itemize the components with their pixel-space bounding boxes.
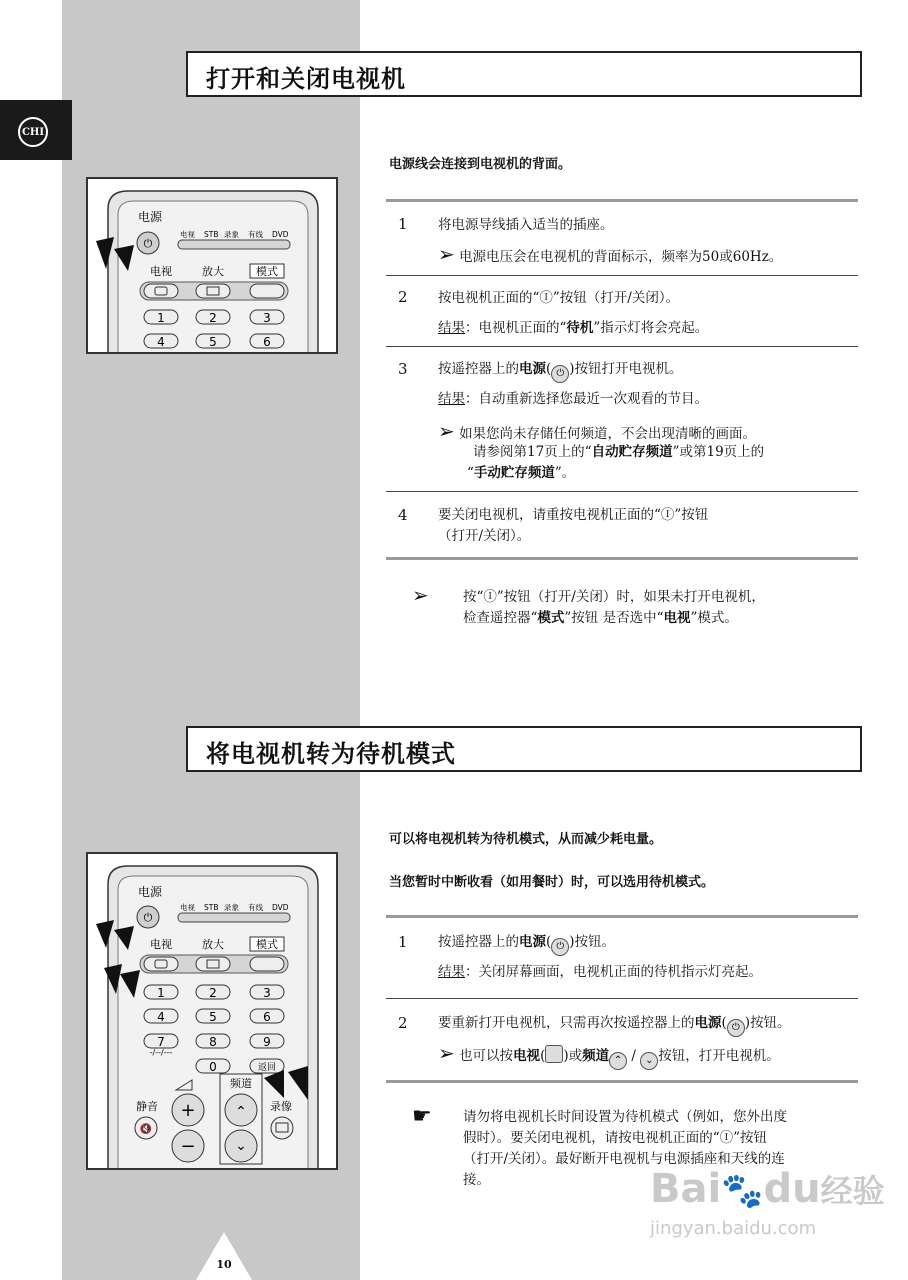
step-result: 结果：电视机正面的“待机”指示灯将会亮起。 <box>438 320 709 336</box>
svg-text:电视: 电视 <box>150 265 172 278</box>
power-icon: ⏻ <box>551 938 569 956</box>
remote-illustration-2 <box>86 852 338 1170</box>
power-symbol-icon: Ⓘ <box>660 507 675 523</box>
svg-text:⏻: ⏻ <box>143 237 153 250</box>
svg-text:4: 4 <box>157 1010 165 1024</box>
power-symbol-icon: Ⓘ <box>483 589 497 605</box>
svg-text:DVD: DVD <box>272 230 289 239</box>
step-number: 2 <box>398 288 408 306</box>
svg-text:放大: 放大 <box>202 265 224 278</box>
warning-line: （打开/关闭）。最好断开电视机与电源插座和天线的连 <box>463 1151 785 1167</box>
svg-text:🔇: 🔇 <box>139 1124 153 1135</box>
language-badge: CHI <box>18 117 48 147</box>
step-divider <box>386 998 858 999</box>
section2-intro-2: 当您暂时中断收看（如用餐时）时，可以选用待机模式。 <box>389 875 715 890</box>
svg-text:模式: 模式 <box>256 265 278 278</box>
step-number: 2 <box>398 1014 408 1032</box>
svg-text:−: − <box>180 1136 196 1157</box>
step-text: 按遥控器上的电源( ⏻ )按钮。 <box>438 933 615 956</box>
step-note: ➢ 也可以按电视( )或频道 ⌃ / ⌄ 按钮，打开电视机。 <box>438 1044 780 1070</box>
power-symbol-icon: Ⓘ <box>539 290 553 306</box>
section1-bottom-rule <box>386 557 858 560</box>
svg-text:6: 6 <box>263 1010 271 1024</box>
svg-text:5: 5 <box>209 1010 217 1024</box>
step-number: 4 <box>398 506 408 524</box>
remote-drawing-2 <box>88 854 336 1168</box>
power-icon: ⏻ <box>727 1019 745 1037</box>
step-number: 3 <box>398 360 408 378</box>
svg-text:录像: 录像 <box>270 1100 292 1113</box>
step-note: ➢ 电源电压会在电视机的背面标示，频率为50或60Hz。 <box>438 242 783 266</box>
svg-text:电视: 电视 <box>150 938 172 951</box>
section2-intro-1: 可以将电视机转为待机模式，从而减少耗电量。 <box>389 832 663 847</box>
step-divider <box>386 491 858 492</box>
remote-illustration-1 <box>86 177 338 354</box>
power-icon: ⏻ <box>551 365 569 383</box>
section1-title-box <box>186 51 862 97</box>
section1-title: 打开和关闭电视机 <box>206 64 406 93</box>
section2-title: 将电视机转为待机模式 <box>206 739 456 768</box>
section2-bottom-rule <box>386 1080 858 1083</box>
svg-text:7: 7 <box>157 1035 165 1049</box>
step-divider <box>386 275 858 276</box>
svg-text:5: 5 <box>209 335 217 349</box>
channel-down-icon: ⌄ <box>640 1052 658 1070</box>
svg-text:+: + <box>180 1100 196 1121</box>
svg-text:录象: 录象 <box>224 230 239 239</box>
svg-text:4: 4 <box>157 335 165 349</box>
svg-text:8: 8 <box>209 1035 217 1049</box>
svg-text:录象: 录象 <box>224 903 239 912</box>
step-text: 按电视机正面的“Ⓘ”按钮（打开/关闭）。 <box>438 290 680 306</box>
section1-top-rule <box>386 199 858 202</box>
page-number: 10 <box>216 1258 232 1271</box>
svg-text:电源: 电源 <box>138 885 163 899</box>
step-note: ➢ 如果您尚未存储任何频道，不会出现清晰的画面。 <box>438 419 757 443</box>
svg-text:返回: 返回 <box>257 1063 277 1073</box>
svg-text:模式: 模式 <box>256 938 278 951</box>
arrow-icon: ➢ <box>438 242 455 266</box>
step-number: 1 <box>398 215 408 233</box>
arrow-icon: ➢ <box>438 1041 455 1065</box>
svg-text:1: 1 <box>157 986 165 1000</box>
svg-text:STB: STB <box>204 903 219 912</box>
section1-intro: 电源线会连接到电视机的背面。 <box>389 157 572 172</box>
step-result: 结果：自动重新选择您最近一次观看的节目。 <box>438 391 708 407</box>
pointing-hand-icon: ☛ <box>412 1104 432 1129</box>
step-text-line2: （打开/关闭）。 <box>438 528 531 544</box>
svg-text:STB: STB <box>204 230 219 239</box>
tip-line: 检查遥控器“模式”按钮 是否选中“电视”模式。 <box>463 610 738 626</box>
svg-text:6: 6 <box>263 335 271 349</box>
svg-text:DVD: DVD <box>272 903 289 912</box>
svg-text:0: 0 <box>209 1060 217 1074</box>
step-divider <box>386 346 858 347</box>
svg-text:3: 3 <box>263 311 271 325</box>
svg-text:-/--/---: -/--/--- <box>149 1048 173 1057</box>
svg-text:静音: 静音 <box>136 1100 158 1113</box>
paw-icon: 🐾 <box>721 1171 764 1211</box>
baidu-watermark: Bai🐾du经验 <box>650 1166 885 1212</box>
svg-text:⌃: ⌃ <box>235 1104 247 1120</box>
arrow-icon: ➢ <box>412 583 429 607</box>
warning-line: 接。 <box>463 1172 490 1188</box>
power-label: 电源 <box>138 210 163 224</box>
svg-text:⌄: ⌄ <box>235 1138 247 1154</box>
svg-text:有线: 有线 <box>248 230 263 239</box>
svg-text:1: 1 <box>157 311 165 325</box>
svg-text:2: 2 <box>209 311 217 325</box>
svg-text:电视: 电视 <box>180 903 195 912</box>
step-text: 要重新打开电视机，只需再次按遥控器上的电源( ⏻ )按钮。 <box>438 1014 791 1037</box>
section2-title-box <box>186 726 862 772</box>
step-text: 要关闭电视机，请重按电视机正面的“Ⓘ”按钮 <box>438 507 709 523</box>
svg-text:2: 2 <box>209 986 217 1000</box>
remote-drawing-1 <box>88 179 336 352</box>
step-note-line: 请参阅第17页上的“自动贮存频道”或第19页上的 <box>473 444 765 460</box>
svg-text:3: 3 <box>263 986 271 1000</box>
step-text: 按遥控器上的电源( ⏻ )按钮打开电视机。 <box>438 360 683 383</box>
warning-line: 请勿将电视机长时间设置为待机模式（例如，您外出度 <box>463 1109 787 1125</box>
step-result: 结果：关闭屏幕画面，电视机正面的待机指示灯亮起。 <box>438 964 762 980</box>
power-symbol-icon: Ⓘ <box>719 1130 734 1146</box>
page-number-tab <box>196 1232 252 1280</box>
arrow-icon: ➢ <box>438 419 455 443</box>
warning-line: 假时）。要关闭电视机，请按电视机正面的“Ⓘ”按钮 <box>463 1130 768 1146</box>
svg-text:电视: 电视 <box>180 230 195 239</box>
channel-up-icon: ⌃ <box>609 1052 627 1070</box>
step-number: 1 <box>398 933 408 951</box>
svg-text:放大: 放大 <box>202 938 224 951</box>
svg-text:频道: 频道 <box>230 1077 252 1090</box>
tv-icon <box>545 1045 563 1063</box>
watermark-url: jingyan.baidu.com <box>650 1218 817 1239</box>
svg-text:有线: 有线 <box>248 903 263 912</box>
svg-text:9: 9 <box>263 1035 271 1049</box>
svg-text:⏻: ⏻ <box>143 911 153 924</box>
step-text: 将电源导线插入适当的插座。 <box>438 217 614 233</box>
section2-top-rule <box>386 915 858 918</box>
step-note-line: “手动贮存频道”。 <box>467 465 576 481</box>
tip-line: 按“Ⓘ”按钮（打开/关闭）时，如果未打开电视机， <box>463 589 765 605</box>
